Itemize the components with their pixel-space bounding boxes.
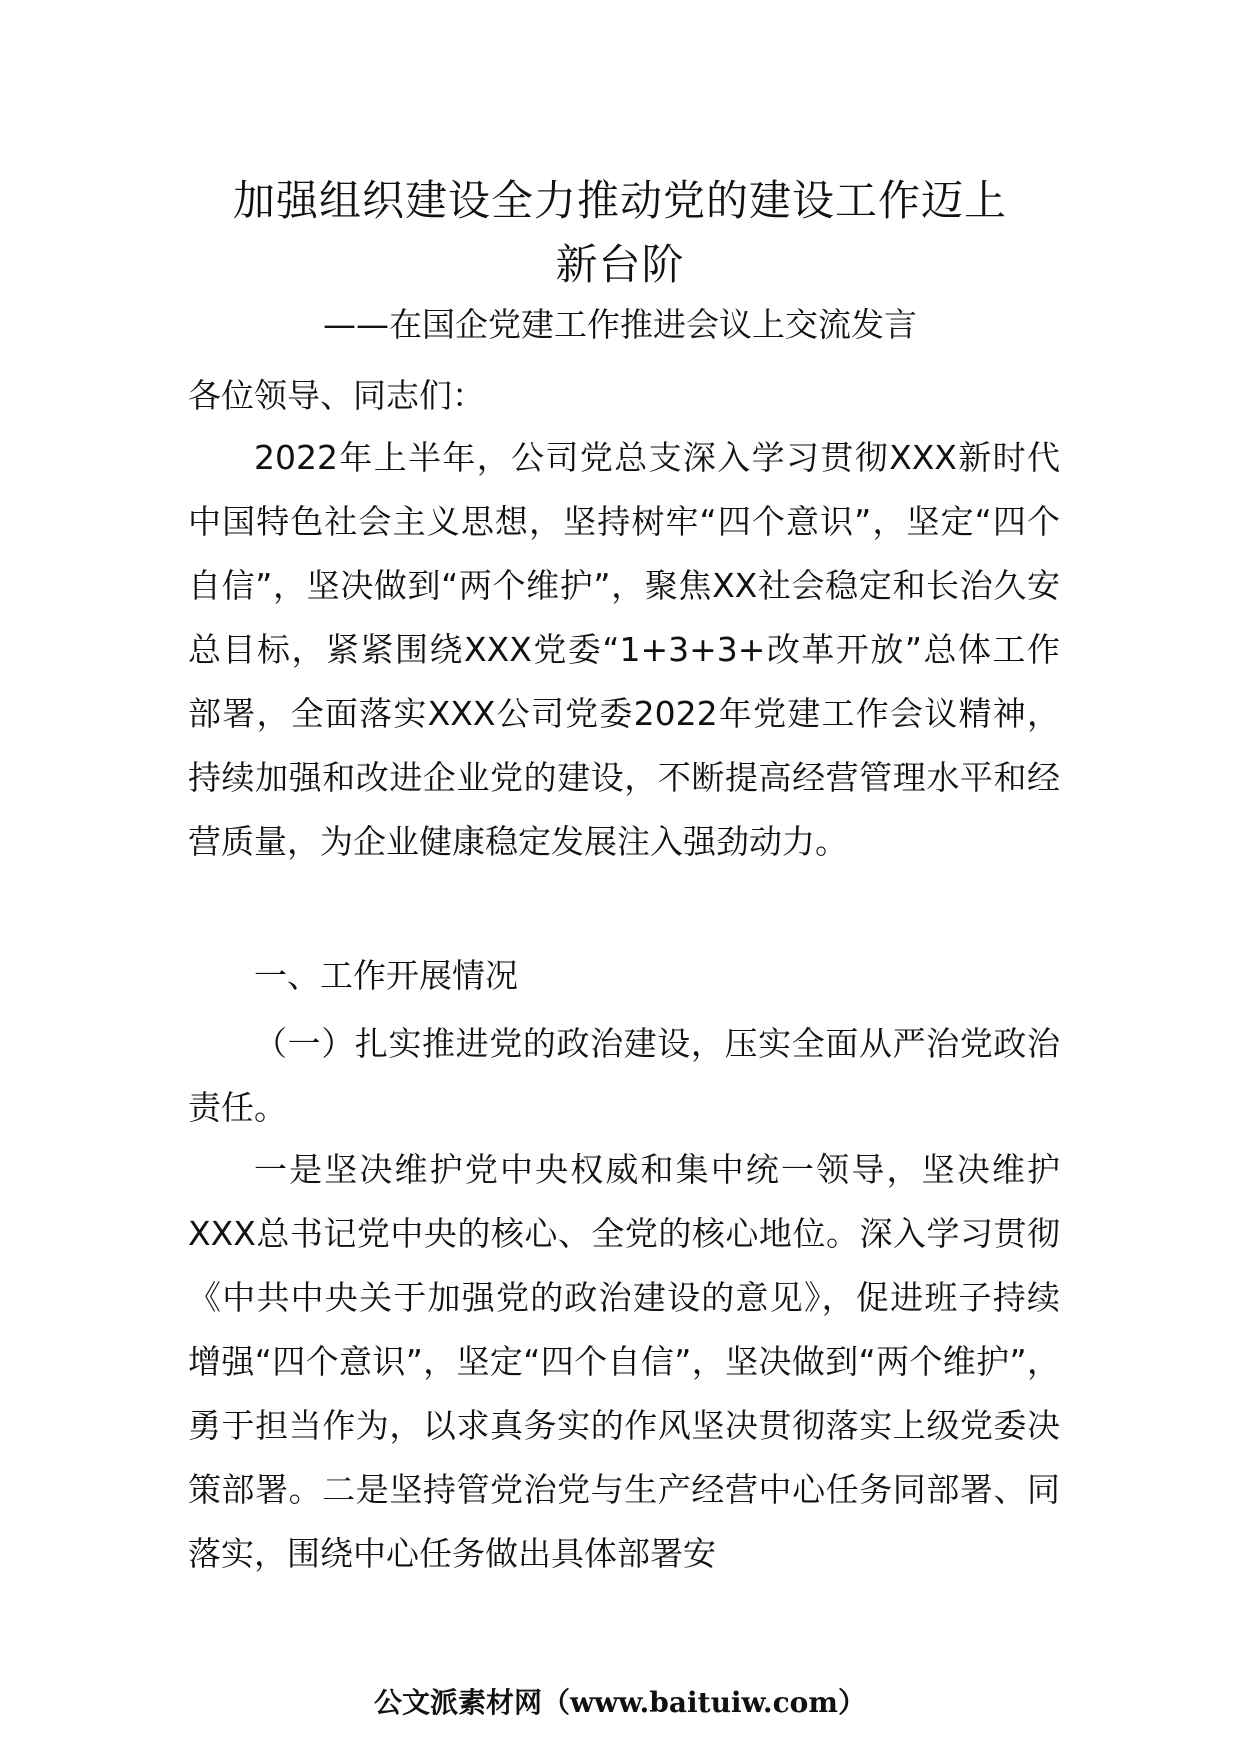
section-heading: 一、工作开展情况 — [254, 956, 518, 995]
document-subtitle: ——在国企党建工作推进会议上交流发言 — [323, 305, 917, 344]
subsection-heading: （一）扎实推进党的政治建设，压实全面从严治党政治责任。 — [188, 1024, 1060, 1127]
body-paragraph: 一是坚决维护党中央权威和集中统一领导，坚决维护XXX总书记党中央的核心、全党的核心地位。深入学习贯彻《中共中央关于加强党的政治建设的意见》，促进班子持续增强“四个意识”，坚定“四个自信”，坚决做到“两个维护”，勇于担当作为，以求真务实的作风坚决贯彻落实上级党委决策部署。二是坚持管党治党与生产经营中心任务同部署、同落实，围绕中心任务做出具体部署安 — [188, 1150, 1060, 1573]
footer-watermark: 公文派素材网（www.baituiw.com） — [374, 1686, 866, 1719]
document-title-line-2: 新台阶 — [555, 240, 685, 289]
salutation: 各位领导、同志们： — [188, 376, 485, 415]
body-paragraph: 2022年上半年，公司党总支深入学习贯彻XXX新时代中国特色社会主义思想，坚持树牢“四个意识”，坚定“四个自信”，坚决做到“两个维护”，聚焦XX社会稳定和长治久安总目标，紧紧围绕XXX党委“1+3+3+改革开放”总体工作部署，全面落实XXX公司党委2022年党建工作会议精神，持续加强和改进企业党的建设，不断提高经营管理水平和经营质量，为企业健康稳定发展注入强劲动力。 — [188, 438, 1060, 861]
document-title-line-1: 加强组织建设全力推动党的建设工作迈上 — [232, 176, 1007, 225]
